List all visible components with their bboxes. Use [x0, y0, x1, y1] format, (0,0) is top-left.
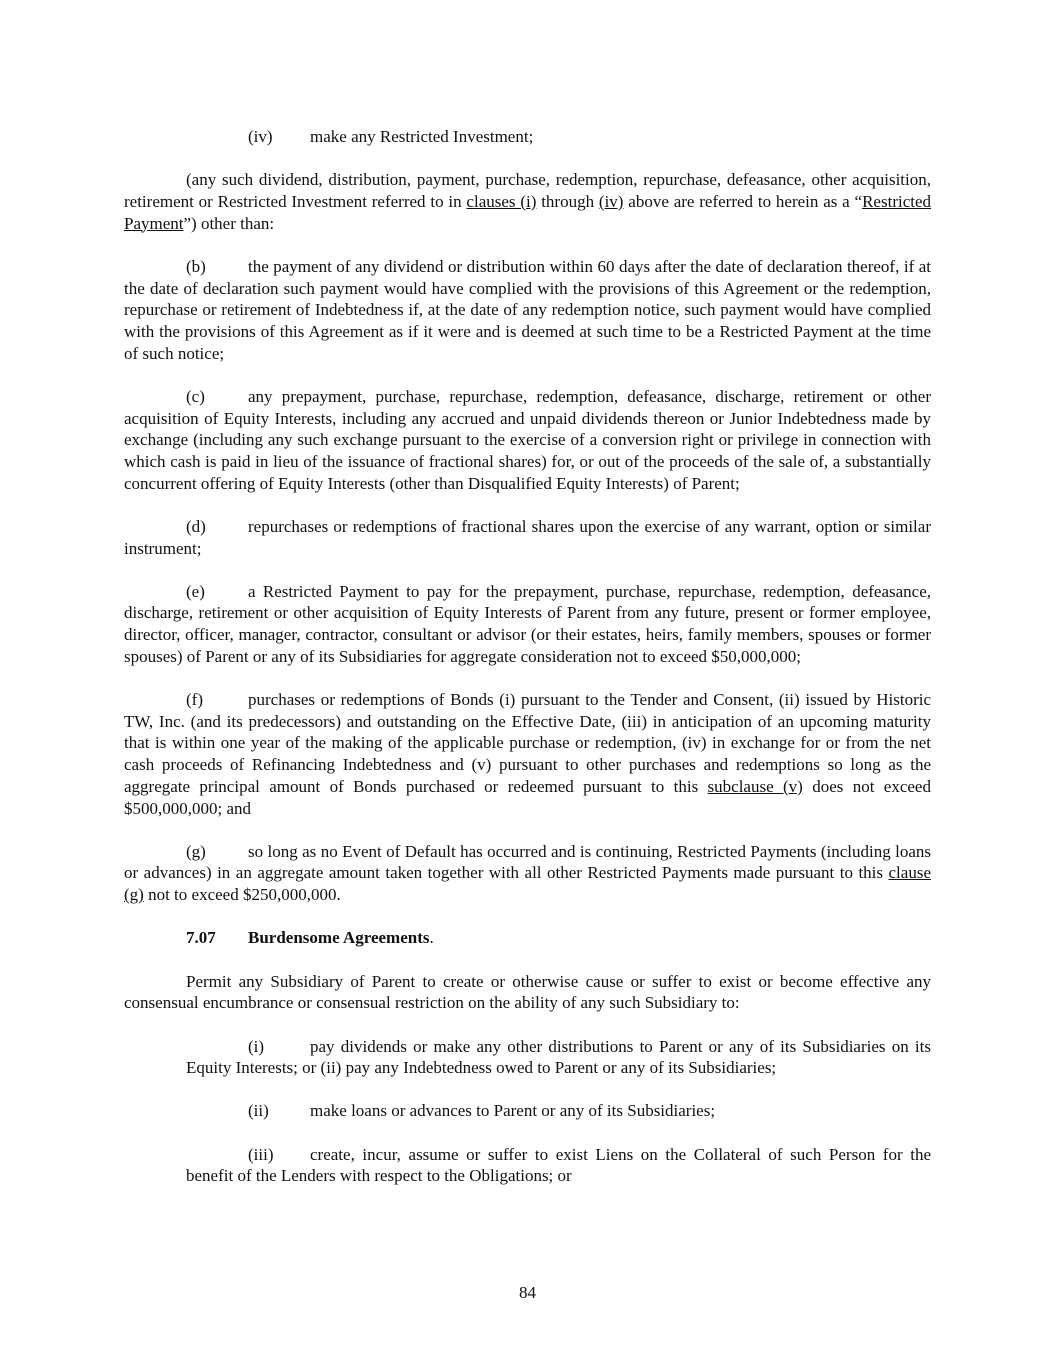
definition-text: ”) other than:	[183, 213, 275, 233]
restricted-payment-term: Restricted Payment	[124, 191, 932, 233]
section-title: Burdensome Agreements	[248, 928, 430, 948]
clause-label: (b)	[186, 256, 206, 276]
subclause-iii	[124, 1144, 931, 1187]
document-page	[124, 126, 931, 1187]
clause-text: not to exceed $250,000,000.	[143, 885, 341, 905]
clause-text: repurchases or redemptions of fractional shares upon the exercise of any warrant, option or similar instrument;	[124, 516, 931, 558]
clause-label: (c)	[186, 386, 205, 406]
clause-text: does not exceed $500,000,000; and	[124, 776, 931, 818]
clause-g-reference: clause (g)	[124, 863, 931, 905]
clause-label: (d)	[186, 516, 206, 536]
clause-text: the payment of any dividend or distribution within 60 days after the date of declaration thereof, if at the date of declaration such payment would have complied with the provisions of this Agreement or the redemption, repurchase or retirement of Indebtedness if, at the date of any redemption notice, such payment would have complied with the provisions of this Agreement as if it were and is deemed at such time to be a Restricted Payment at the time of such notice;	[124, 256, 931, 363]
clause-e	[124, 581, 931, 668]
clause-label: (i)	[248, 1036, 265, 1056]
clause-iv-reference: (iv)	[598, 191, 624, 211]
clause-text: purchases or redemptions of Bonds (i) pursuant to the Tender and Consent, (ii) issued by Historic TW, Inc. (and its predecessors) and outstanding on the Effective Date, (iii) in anticipation of an upcoming maturity that is within one year of the making of the applicable purchase or redemption, (iv) in exchange for or from the net cash proceeds of Refinancing Indebtedness and (v) pursuant to other purchases and redemptions so long as the aggregate principal amount of Bonds purchased or redeemed pursuant to this	[124, 690, 931, 796]
clause-g	[124, 841, 931, 906]
burdensome-intro: Permit any Subsidiary of Parent to create or otherwise cause or suffer to exist or become effective any consensual encumbrance or consensual restriction on the ability of any such Subsidiary to:	[124, 971, 931, 1013]
clause-text: a Restricted Payment to pay for the prepayment, purchase, repurchase, redemption, defeasance, discharge, retirement or other acquisition of Equity Interests of Parent from any future, present or former employee, director, officer, manager, contractor, consultant or advisor (or their estates, heirs, family members, spouses or former spouses) of Parent or any of its Subsidiaries for aggregate consideration not to exceed $50,000,000;	[124, 581, 931, 666]
clause-d	[124, 516, 931, 559]
clause-label: (iii)	[248, 1144, 274, 1164]
clause-label: (g)	[186, 841, 206, 861]
section-heading	[124, 927, 931, 949]
section-title-period: .	[429, 928, 434, 948]
definition-text: (any such dividend, distribution, payment, purchase, redemption, repurchase, defeasance, other acquisition, retirement or Restricted Investment referred to in	[124, 170, 931, 211]
clause-label: (e)	[186, 581, 205, 601]
restricted-payment-definition	[124, 169, 931, 234]
clause-text: so long as no Event of Default has occurred and is continuing, Restricted Payments (including loans or advances) in an aggregate amount taken together with all other Restricted Payments made pursuant to this	[124, 841, 931, 883]
clause-iv	[124, 126, 931, 148]
clause-c	[124, 386, 931, 495]
definition-text: through	[536, 191, 599, 211]
clause-text: create, incur, assume or suffer to exist Liens on the Collateral of such Person for the benefit of the Lenders with respect to the Obligations; or	[186, 1144, 931, 1186]
clause-text: any prepayment, purchase, repurchase, redemption, defeasance, discharge, retirement or other acquisition of Equity Interests, including any accrued and unpaid dividends thereon or Junior Indebtedness made by exchange (including any such exchange pursuant to the exercise of a conversion right or privilege in connection with which cash is paid in lieu of the issuance of fractional shares) for, or out of the proceeds of the sale of, a substantially concurrent offering of Equity Interests (other than Disqualified Equity Interests) of Parent;	[124, 386, 931, 493]
clause-text: pay dividends or make any other distributions to Parent or any of its Subsidiaries on its Equity Interests; or (ii) pay any Indebtedness owed to Parent or any of its Subsidiaries;	[186, 1036, 931, 1078]
subclause-i	[124, 1036, 931, 1079]
subclause-v-reference: subclause (v)	[707, 776, 803, 796]
clause-label: (f)	[186, 690, 203, 710]
clause-label: (ii)	[248, 1101, 269, 1121]
clause-f	[124, 689, 931, 819]
clause-text: make any Restricted Investment;	[310, 127, 534, 146]
definition-text: above are referred to herein as a “	[623, 191, 863, 211]
clause-label: (iv)	[248, 127, 273, 146]
clauses-i-reference: clauses (i)	[466, 191, 537, 211]
page-number: 84	[519, 1283, 536, 1302]
section-number: 7.07	[186, 928, 216, 948]
subclause-ii	[124, 1100, 931, 1122]
clause-b	[124, 256, 931, 365]
clause-text: make loans or advances to Parent or any of its Subsidiaries;	[310, 1101, 716, 1121]
